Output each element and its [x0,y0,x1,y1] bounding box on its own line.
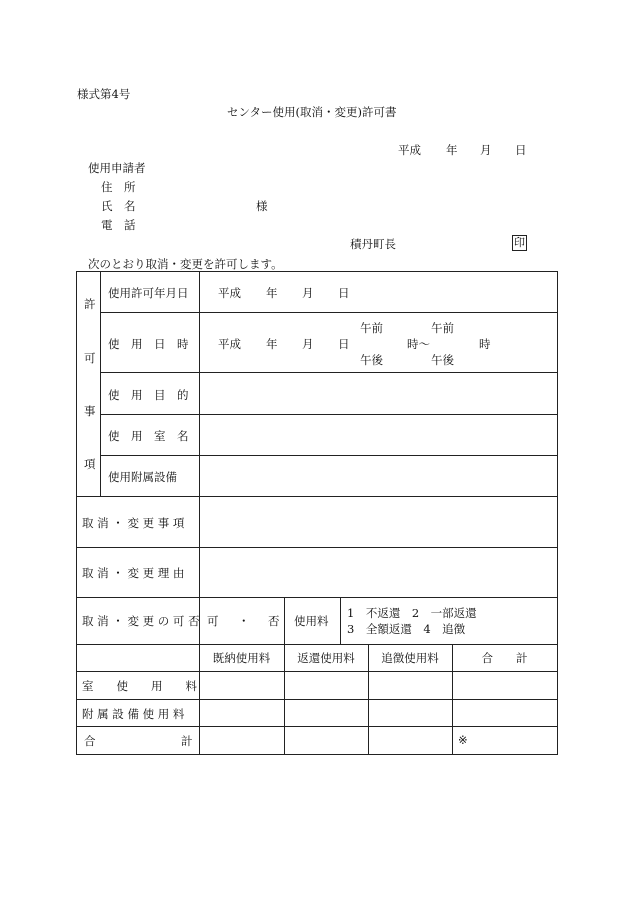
permit-side-char-3: 事 [84,404,96,418]
total-mark: ※ [458,733,468,747]
address-label: 住 所 [101,180,136,194]
fee-label: 使用料 [294,614,329,628]
equipment-label: 使用附属設備 [108,470,177,484]
equipment-fee-label: 附 属 設 備 使 用 料 [82,707,185,721]
usage-purpose-label: 使 用 目 的 [108,388,189,402]
refund-options-line-1: 1 不返還 2 一部返還 [347,606,477,620]
change-reason-label: 取 消 ・ 変 更 理 由 [82,566,185,580]
name-suffix: 様 [256,199,268,213]
change-items-label: 取 消 ・ 変 更 事 項 [82,516,185,530]
permit-side-char-1: 許 [84,297,96,311]
permit-side-char-4: 項 [84,457,96,471]
room-fee-label: 室 使 用 料 [82,679,197,693]
refund-options-line-2: 3 全額返還 4 追徴 [347,622,466,636]
header-total: 合 計 [481,650,528,665]
form-number: 様式第4号 [77,87,131,101]
usage-datetime-label: 使 用 日 時 [108,337,189,351]
permit-date-label: 使用許可年月日 [108,286,189,300]
document-title: センター使用(取消・変更)許可書 [227,105,397,119]
seal-mark: 印 [514,236,525,249]
intro-text: 次のとおり取消・変更を許可します。 [88,257,283,271]
permit-side-char-2: 可 [84,351,96,365]
total-label-left: 合 [84,734,96,748]
total-label-right: 計 [181,734,193,748]
header-paid-fee: 既納使用料 [212,650,271,665]
header-refund-fee: 返還使用料 [297,650,355,665]
phone-label: 電 話 [101,218,136,232]
name-label: 氏 名 [101,199,136,213]
header-additional-fee: 追徴使用料 [381,650,439,665]
issuer-title: 積丹町長 [350,237,396,251]
applicant-heading: 使用申請者 [88,161,146,175]
room-name-label: 使 用 室 名 [108,429,189,443]
approval-label: 取 消 ・ 変 更 の 可 否 [82,614,200,628]
